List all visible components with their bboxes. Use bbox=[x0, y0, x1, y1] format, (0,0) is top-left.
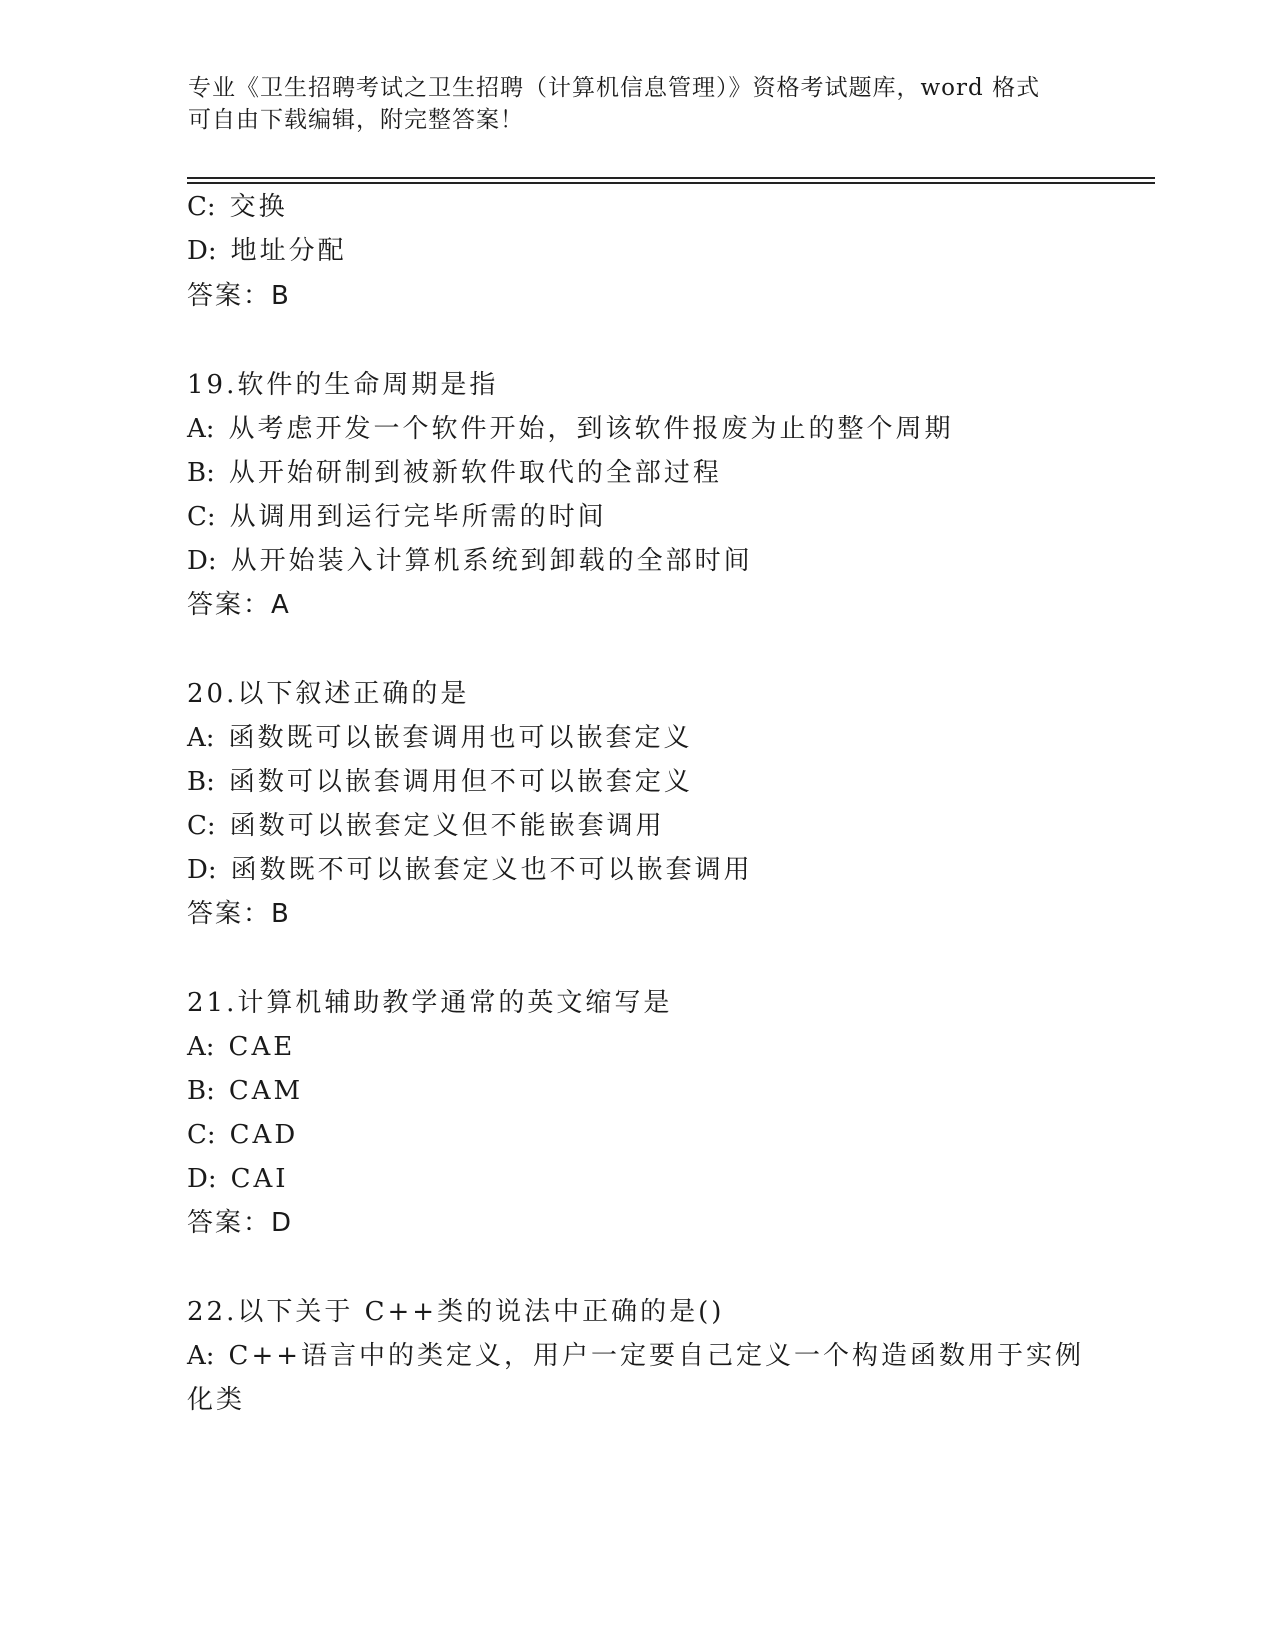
option-letter: B: bbox=[187, 1076, 215, 1106]
option-letter: C: bbox=[187, 1120, 216, 1150]
option-line bbox=[187, 765, 693, 799]
option-letter: D: bbox=[187, 236, 217, 266]
option-text: 函数既可以嵌套调用也可以嵌套定义 bbox=[228, 723, 693, 753]
answer-line: 答案：B bbox=[187, 899, 291, 929]
option-text: 从调用到运行完毕所需的时间 bbox=[229, 502, 607, 532]
option-line bbox=[187, 1118, 298, 1152]
option-line bbox=[187, 1162, 289, 1196]
option-line bbox=[187, 853, 753, 887]
question-stem: 21.计算机辅助教学通常的英文缩写是 bbox=[187, 988, 673, 1018]
option-letter: D: bbox=[187, 855, 217, 885]
option-line bbox=[187, 1339, 1084, 1373]
answer-line: 答案：A bbox=[187, 590, 291, 620]
answer-line: 答案：B bbox=[187, 281, 291, 311]
option-text: 从开始研制到被新软件取代的全部过程 bbox=[228, 458, 722, 488]
option-line bbox=[187, 456, 722, 490]
question-stem: 19.软件的生命周期是指 bbox=[187, 370, 499, 400]
option-letter: C: bbox=[187, 502, 216, 532]
option-text: CAI bbox=[230, 1164, 289, 1194]
option-text: 从开始装入计算机系统到卸载的全部时间 bbox=[230, 546, 753, 576]
option-text: 函数可以嵌套定义但不能嵌套调用 bbox=[229, 811, 665, 841]
option-letter: B: bbox=[187, 767, 215, 797]
option-line bbox=[187, 544, 753, 578]
option-line bbox=[187, 412, 954, 446]
option-text: CAM bbox=[228, 1076, 304, 1106]
option-letter: A: bbox=[187, 1341, 215, 1371]
option-letter: A: bbox=[187, 414, 215, 444]
question-stem: 20.以下叙述正确的是 bbox=[187, 679, 470, 709]
option-letter: C: bbox=[187, 192, 216, 222]
option-line bbox=[187, 190, 288, 224]
header-divider-bottom bbox=[187, 182, 1155, 184]
option-line bbox=[187, 721, 693, 755]
option-text: 交换 bbox=[229, 192, 288, 222]
option-letter: A: bbox=[187, 1032, 215, 1062]
option-text: 函数既不可以嵌套定义也不可以嵌套调用 bbox=[230, 855, 753, 885]
option-line bbox=[187, 809, 665, 843]
option-line bbox=[187, 500, 607, 534]
option-text: 地址分配 bbox=[230, 236, 347, 266]
option-text: C++语言中的类定义，用户一定要自己定义一个构造函数用于实例 bbox=[228, 1341, 1085, 1371]
option-letter: B: bbox=[187, 458, 215, 488]
option-text: 函数可以嵌套调用但不可以嵌套定义 bbox=[228, 767, 693, 797]
option-letter: A: bbox=[187, 723, 215, 753]
option-letter: D: bbox=[187, 546, 217, 576]
header-divider-top bbox=[187, 177, 1155, 179]
header-line-2: 可自由下载编辑，附完整答案！ bbox=[188, 107, 524, 133]
question-stem: 22.以下关于 C++类的说法中正确的是() bbox=[187, 1297, 725, 1327]
option-text: 从考虑开发一个软件开始，到该软件报废为止的整个周期 bbox=[228, 414, 954, 444]
option-continuation: 化类 bbox=[187, 1385, 246, 1415]
document-header bbox=[188, 72, 1068, 136]
option-text: CAD bbox=[229, 1120, 299, 1150]
option-line bbox=[187, 234, 347, 268]
option-line bbox=[187, 1074, 303, 1108]
option-text: CAE bbox=[228, 1032, 296, 1062]
option-line bbox=[187, 1030, 295, 1064]
option-letter: D: bbox=[187, 1164, 217, 1194]
header-line-1: 专业《卫生招聘考试之卫生招聘（计算机信息管理）》资格考试题库，word 格式 bbox=[188, 75, 1041, 101]
answer-line: 答案：D bbox=[187, 1208, 294, 1238]
option-letter: C: bbox=[187, 811, 216, 841]
